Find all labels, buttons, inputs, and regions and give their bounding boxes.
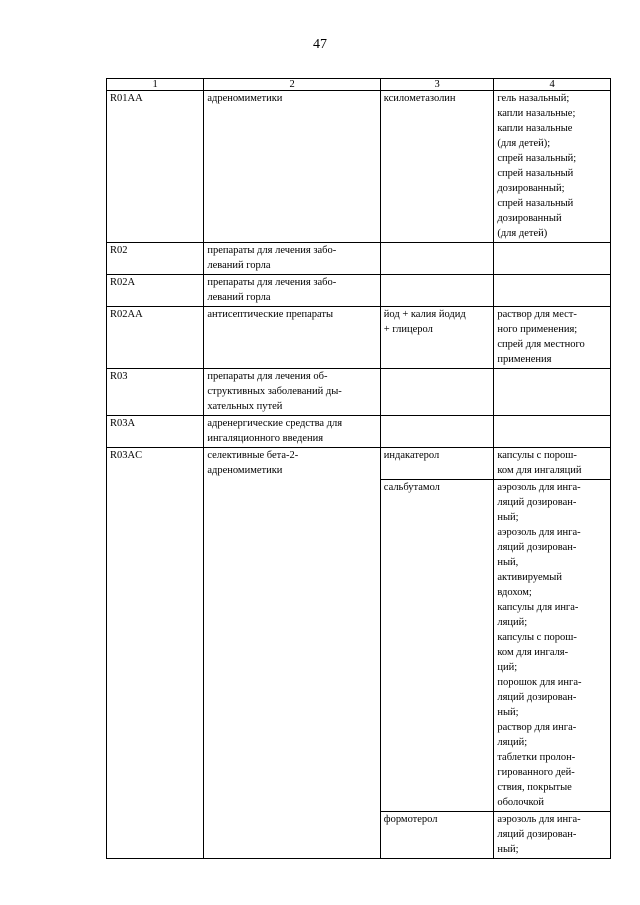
drug-name-cell (380, 416, 494, 448)
atc-code-cell: R02 (107, 243, 204, 275)
cell-line: применения (497, 354, 552, 365)
cell-line: (для детей) (497, 228, 548, 239)
cell-line: селективные бета-2- (207, 450, 299, 461)
cell-line: ляций дозирован- (497, 692, 577, 703)
cell-line: капли назальные; (497, 108, 576, 119)
dosage-form-cell (494, 448, 611, 480)
cell-line: формотерол (383, 814, 438, 825)
dosage-form-cell (494, 480, 611, 812)
atc-code-cell: R03 (107, 369, 204, 416)
page-number: 47 (313, 37, 327, 52)
cell-line: антисептические препараты (207, 309, 334, 320)
atc-code-cell: R03AC (107, 448, 204, 859)
cell-line: активируемый (497, 572, 562, 583)
cell-line: оболочкой (497, 797, 544, 808)
dosage-form-cell (494, 812, 611, 859)
cell-line: спрей назальный (497, 168, 574, 179)
cell-line: аэрозоль для инга- (497, 482, 581, 493)
cell-line: порошок для инга- (497, 677, 582, 688)
group-name-cell (204, 307, 380, 369)
cell-line: ствия, покрытые (497, 782, 572, 793)
cell-line: спрей назальный; (497, 153, 577, 164)
cell-line: препараты для лечения об- (207, 371, 328, 382)
column-header: 3 (380, 79, 494, 91)
column-header: 4 (494, 79, 611, 91)
cell-line: ком для ингаля- (497, 647, 569, 658)
cell-line: ций; (497, 662, 518, 673)
dosage-form-cell (494, 91, 611, 243)
table-row (107, 369, 611, 416)
cell-line: ный; (497, 707, 519, 718)
table-row (107, 307, 611, 369)
drug-name-cell (380, 480, 494, 812)
dosage-form-cell (494, 369, 611, 416)
cell-line: дозированный; (497, 183, 565, 194)
group-name-cell (204, 243, 380, 275)
cell-line: аэрозоль для инга- (497, 814, 581, 825)
table-row (107, 416, 611, 448)
cell-line: индакатерол (383, 450, 440, 461)
cell-line: ляций; (497, 737, 528, 748)
cell-line: таблетки пролон- (497, 752, 576, 763)
cell-line: аэрозоль для инга- (497, 527, 581, 538)
cell-line: капсулы для инга- (497, 602, 579, 613)
cell-line: ляций дозирован- (497, 497, 577, 508)
cell-line: леваний горла (207, 260, 271, 271)
drug-table (106, 78, 611, 859)
cell-line: препараты для лечения забо- (207, 245, 337, 256)
drug-name-cell (380, 243, 494, 275)
cell-line: вдохом; (497, 587, 532, 598)
group-name-cell (204, 416, 380, 448)
cell-line: структивных заболеваний ды- (207, 386, 342, 397)
table-header-row (107, 79, 611, 91)
table-row (107, 448, 611, 480)
cell-line: ляций; (497, 617, 528, 628)
dosage-form-cell (494, 307, 611, 369)
drug-name-cell (380, 812, 494, 859)
cell-line: сальбутамол (383, 482, 440, 493)
dosage-form-cell (494, 416, 611, 448)
atc-code-cell: R02AA (107, 307, 204, 369)
cell-line: капли назальные (497, 123, 573, 134)
cell-line: препараты для лечения забо- (207, 277, 337, 288)
column-header: 2 (204, 79, 380, 91)
dosage-form-cell (494, 243, 611, 275)
cell-line: раствор для мест- (497, 309, 577, 320)
cell-line: дозированный (497, 213, 562, 224)
drug-name-cell (380, 369, 494, 416)
cell-line: гированного дей- (497, 767, 575, 778)
cell-line: спрей назальный (497, 198, 574, 209)
table-row (107, 243, 611, 275)
cell-line: ного применения; (497, 324, 578, 335)
atc-code-cell: R03A (107, 416, 204, 448)
cell-line: йод + калия йодид (383, 309, 466, 320)
cell-line: капсулы с порош- (497, 450, 577, 461)
cell-line: гель назальный; (497, 93, 570, 104)
dosage-form-cell (494, 275, 611, 307)
cell-line: ляций дозирован- (497, 542, 577, 553)
drug-name-cell (380, 275, 494, 307)
column-header: 1 (107, 79, 204, 91)
table-row (107, 275, 611, 307)
cell-line: капсулы с порош- (497, 632, 577, 643)
atc-code-cell: R02A (107, 275, 204, 307)
group-name-cell (204, 275, 380, 307)
cell-line: (для детей); (497, 138, 551, 149)
cell-line: раствор для инга- (497, 722, 577, 733)
drug-name-cell (380, 448, 494, 480)
cell-line: ный, (497, 557, 519, 568)
cell-line: ляций дозирован- (497, 829, 577, 840)
atc-code-cell: R01AA (107, 91, 204, 243)
cell-line: хательных путей (207, 401, 283, 412)
cell-line: леваний горла (207, 292, 271, 303)
cell-line: адреномиметики (207, 465, 283, 476)
cell-line: адренергические средства для (207, 418, 343, 429)
cell-line: спрей для местного (497, 339, 585, 350)
cell-line: ный; (497, 512, 519, 523)
cell-line: + глицерол (383, 324, 433, 335)
cell-line: ком для ингаляций (497, 465, 582, 476)
group-name-cell (204, 369, 380, 416)
cell-line: ный; (497, 844, 519, 855)
cell-line: ксилометазолин (383, 93, 456, 104)
group-name-cell (204, 448, 380, 859)
cell-line: адреномиметики (207, 93, 283, 104)
table-row (107, 91, 611, 243)
drug-name-cell (380, 307, 494, 369)
group-name-cell (204, 91, 380, 243)
drug-name-cell (380, 91, 494, 243)
cell-line: ингаляционного введения (207, 433, 324, 444)
